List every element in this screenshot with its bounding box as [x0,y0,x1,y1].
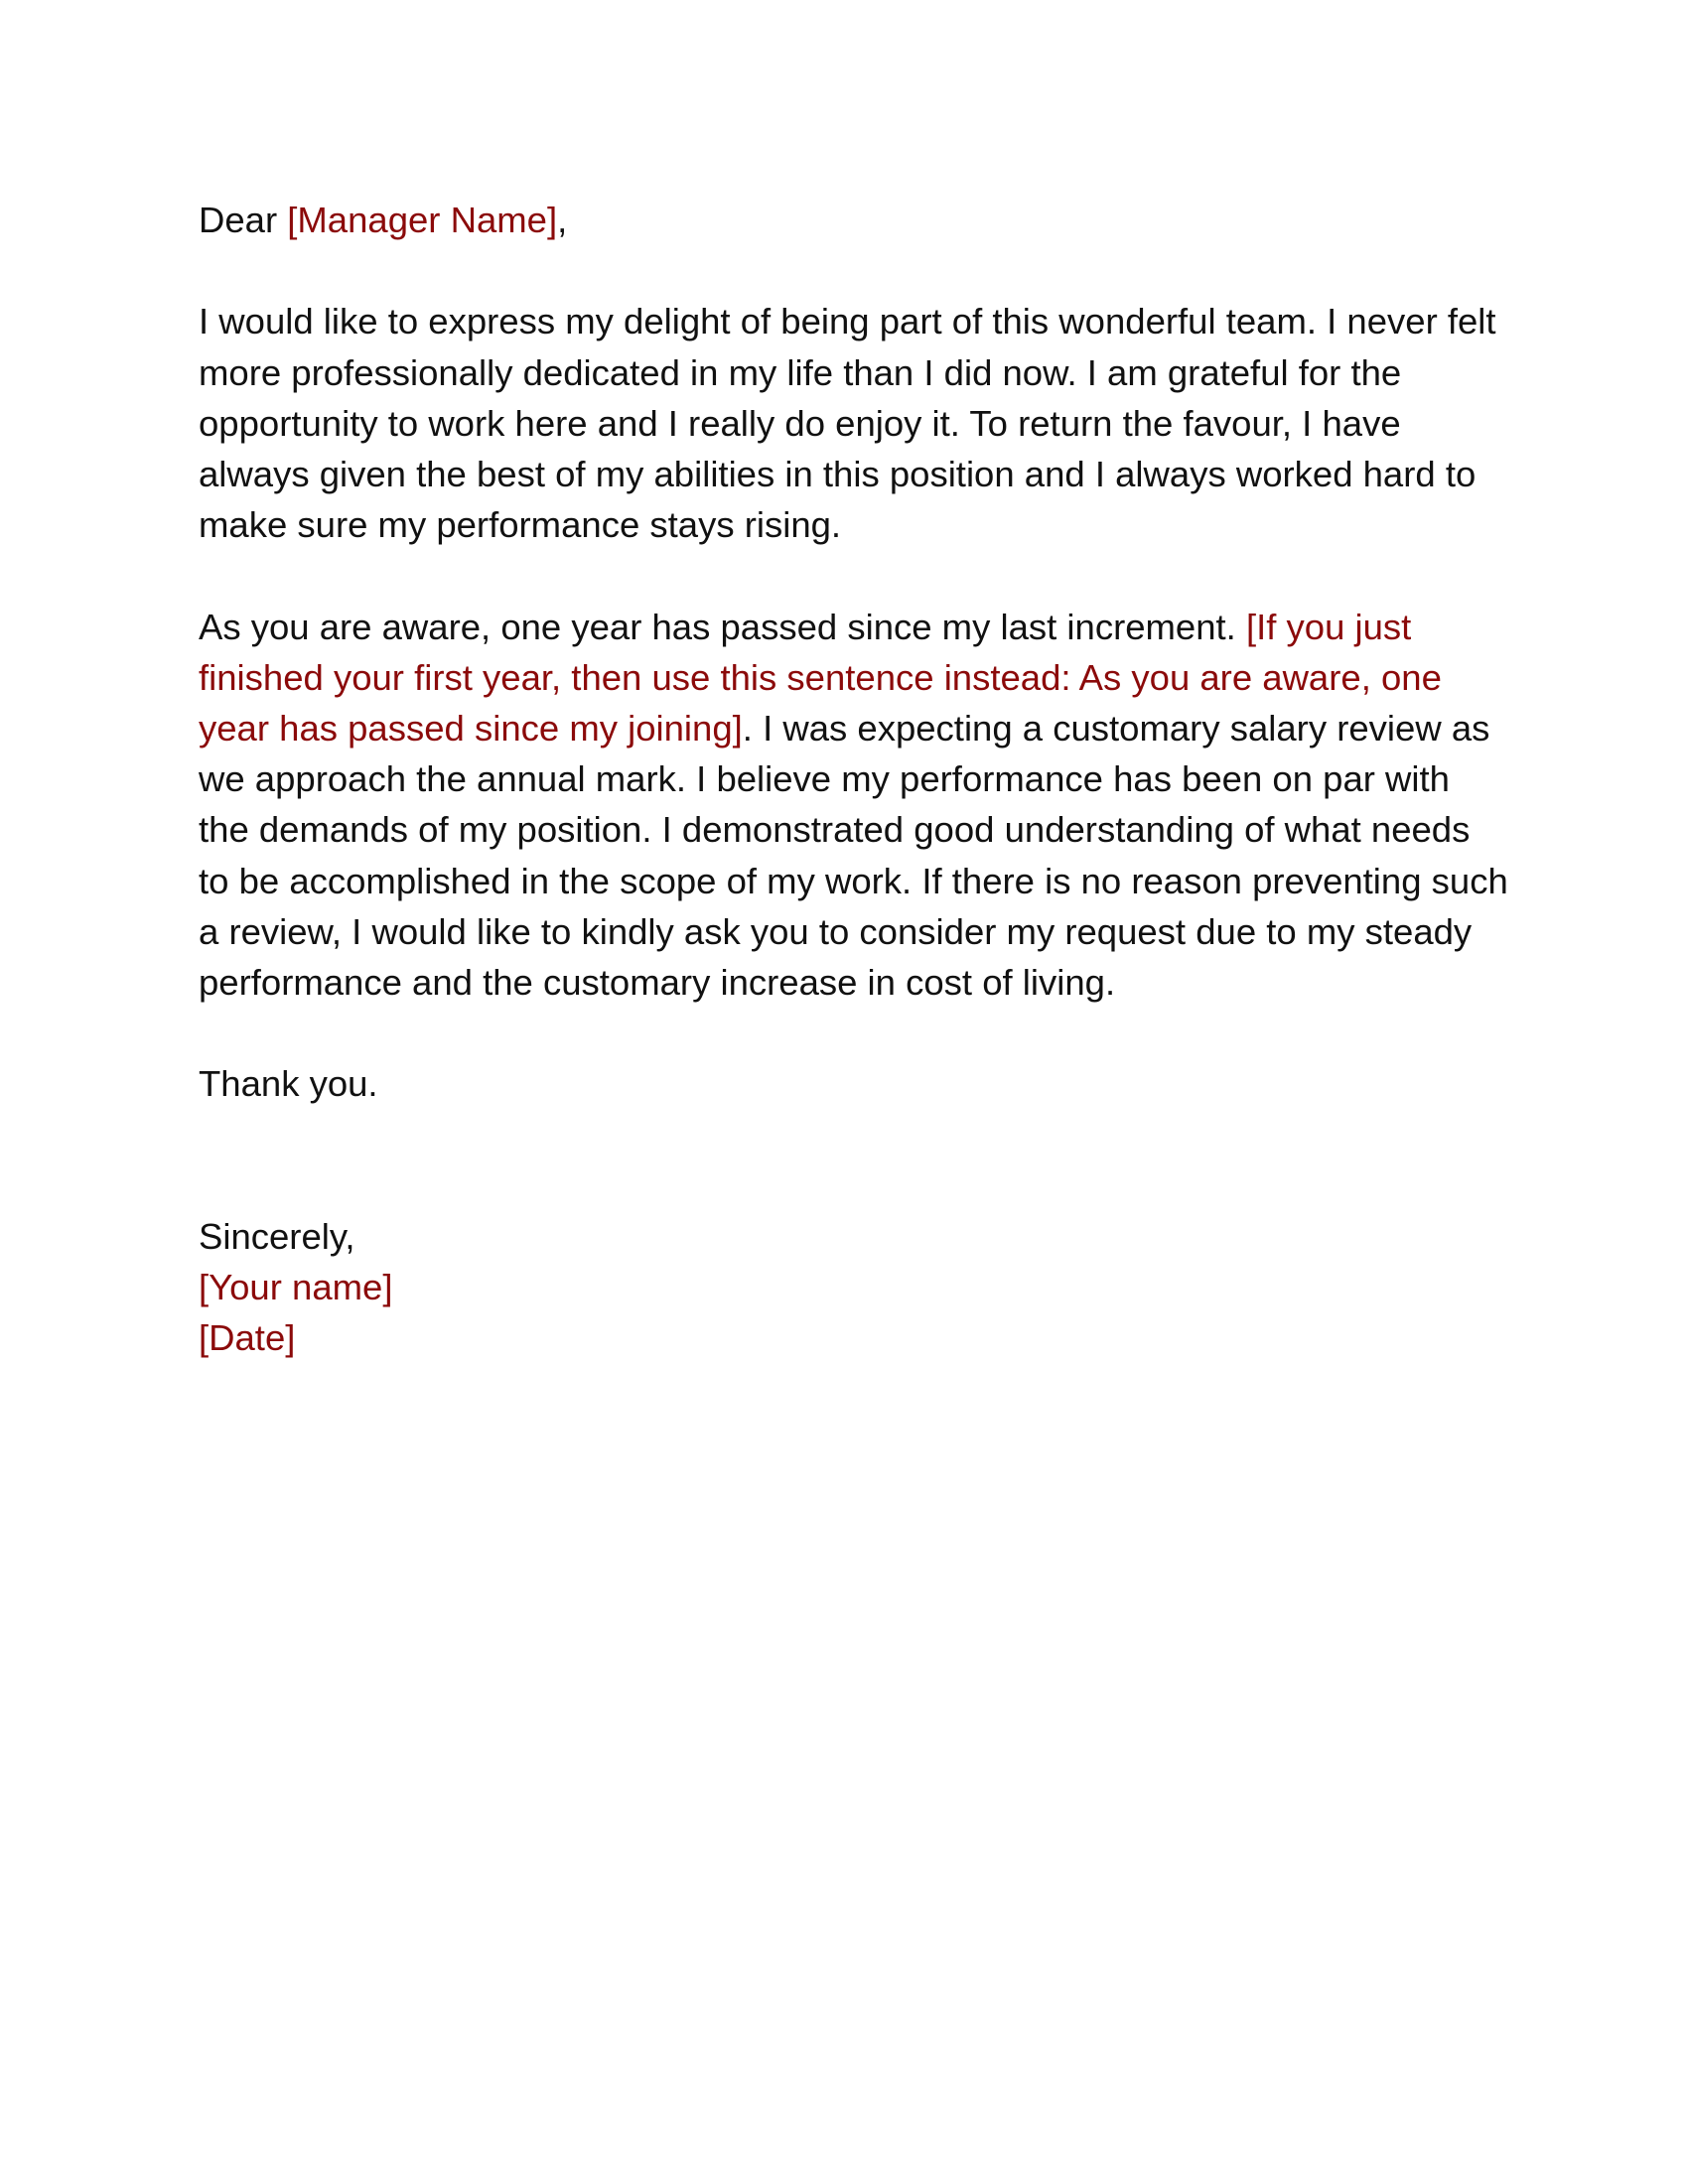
first-year-placeholder: [If you just finished your first year, then use this sentence instead: As you are aware, one year has passed since my joining] [199,606,1442,749]
letter-body [199,195,1509,1364]
closing: Sincerely, [199,1216,355,1257]
salutation-suffix: , [557,200,568,240]
salutation [199,195,1509,245]
your-name-placeholder: [Your name] [199,1267,393,1308]
paragraph-request-start: As you are aware, one year has passed since my last increment. [199,606,1246,647]
thank-you-line: Thank you. [199,1063,378,1105]
signature-block [199,1211,1509,1364]
salutation-prefix: Dear [199,200,288,240]
paragraph-request-end: . I was expecting a customary salary review as we approach the annual mark. I believe my performance has been on par with the demands of my position. I demonstrated good understanding of what needs to be accomplished in the scope of my work. If there is no reason preventing such a review, I would like to kindly ask you to consider my request due to my steady performance and the customary increase in cost of living. [199,708,1508,1004]
date-placeholder: [Date] [199,1317,296,1359]
paragraph-intro: I would like to express my delight of being part of this wonderful team. I never felt more professionally dedicated in my life than I did now. I am grateful for the opportunity to work here and I really do enjoy it. To return the favour, I have always given the best of my abilities in this position and I always worked hard to make sure my performance stays rising. [199,301,1496,546]
manager-name-placeholder: [Manager Name] [287,200,558,240]
paragraph-request [199,602,1509,1009]
